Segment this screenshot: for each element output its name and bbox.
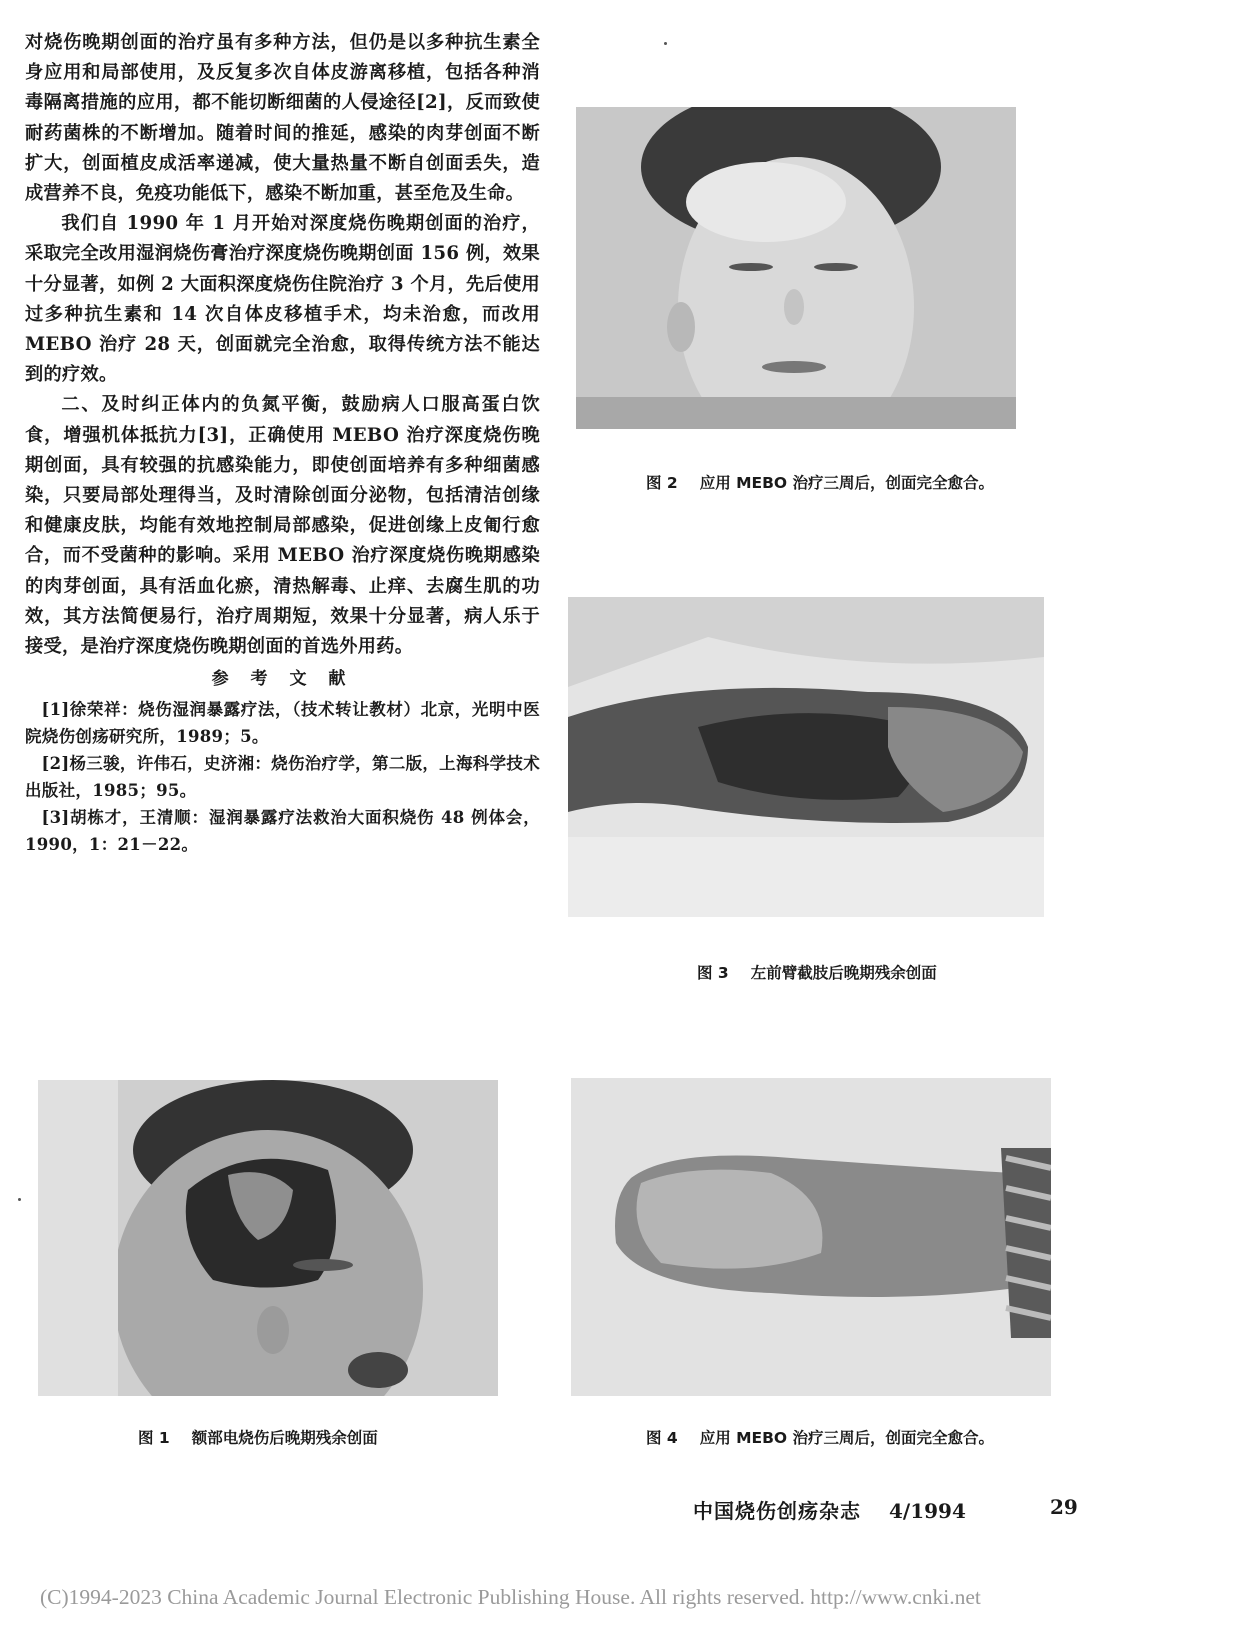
figure-4-caption (646, 1426, 994, 1448)
paragraph-2: 我们自 1990 年 1 月开始对深度烧伤晚期创面的治疗，采取完全改用湿润烧伤膏治疗深度烧伤晚期创面 156 例，效果十分显著，如例 2 大面积深度烧伤住院治疗 3 个月，先后使用过多种抗生素和 14 次自体皮移植手术，均未治愈，而改用 MEBO 治疗 28 天，创面就完全治愈，取得传统方法不能达到的疗效。 (25, 213, 540, 386)
scan-speck (18, 1198, 21, 1201)
references-list (25, 696, 540, 858)
journal-issue: 4/1994 (889, 1499, 966, 1523)
figure-4-photo (571, 1078, 1051, 1396)
scan-speck (664, 42, 667, 45)
forearm-wound-image (568, 597, 1044, 917)
references-heading: 参 考 文 献 (211, 669, 354, 690)
figure-2-caption (646, 471, 994, 493)
figure-3-photo (568, 597, 1044, 917)
figure-2-photo (576, 107, 1016, 429)
figure-3-number: 图 3 (697, 964, 729, 982)
figure-1-number: 图 1 (138, 1429, 170, 1447)
frontal-burn-image (38, 1080, 498, 1396)
paragraph-3: 二、及时纠正体内的负氮平衡，鼓励病人口服高蛋白饮食，增强机体抵抗力[3]，正确使用 MEBO 治疗深度烧伤晚期创面，具有较强的抗感染能力，即使创面培养有多种细菌感染，只要局部处理得当，及时清除创面分泌物，包括清洁创缘和健康皮肤，均能有效地控制局部感染，促进创缘上皮匍行愈合，而不受菌种的影响。采用 MEBO 治疗深度烧伤晚期感染的肉芽创面，具有活血化瘀，清热解毒、止痒、去腐生肌的功效，其方法简便易行，治疗周期短，效果十分显著，病人乐于接受，是治疗深度烧伤晚期创面的首选外用药。 (25, 394, 540, 658)
reference-item: [3]胡栋才，王清顺：湿润暴露疗法救治大面积烧伤 48 例体会，1990，1：21－22。 (25, 808, 540, 855)
figure-3-caption (697, 961, 937, 983)
figure-2-number: 图 2 (646, 474, 678, 492)
copyright-notice: (C)1994-2023 China Academic Journal Electronic Publishing House. All rights reserved. http://www.cnki.net (40, 1585, 981, 1609)
figure-1-caption (138, 1426, 378, 1448)
figure-1-text: 额部电烧伤后晚期残余创面 (191, 1429, 378, 1447)
reference-item: [2]杨三骏，许伟石，史济湘：烧伤治疗学，第二版，上海科学技术出版社，1985；95。 (25, 754, 540, 801)
paragraph-1: 对烧伤晚期创面的治疗虽有多种方法，但仍是以多种抗生素全身应用和局部使用，及反复多次自体皮游离移植，包括各种消毒隔离措施的应用，都不能切断细菌的人侵途径[2]，反而致使耐药菌株的不断增加。随着时间的推延，感染的肉芽创面不断扩大，创面植皮成活率递减，使大量热量不断自创面丢失，造成营养不良，免疫功能低下，感染不断加重，甚至危及生命。 (25, 32, 540, 205)
figure-4-number: 图 4 (646, 1429, 678, 1447)
reference-item: [1]徐荣祥：烧伤湿润暴露疗法，（技术转让教材）北京，光明中医院烧伤创疡研究所，1989；5。 (25, 700, 540, 747)
healed-face-image (576, 107, 1016, 429)
page-number: 29 (1050, 1495, 1078, 1519)
figure-3-text: 左前臂截肢后晚期残余创面 (750, 964, 937, 982)
journal-footer (693, 1495, 966, 1524)
journal-name: 中国烧伤创疡杂志 (693, 1499, 861, 1523)
figure-2-text: 应用 MEBO 治疗三周后，创面完全愈合。 (699, 474, 994, 492)
healed-forearm-image (571, 1078, 1051, 1396)
article-body (25, 28, 540, 858)
figure-4-text: 应用 MEBO 治疗三周后，创面完全愈合。 (699, 1429, 994, 1447)
figure-1-photo (38, 1080, 498, 1396)
